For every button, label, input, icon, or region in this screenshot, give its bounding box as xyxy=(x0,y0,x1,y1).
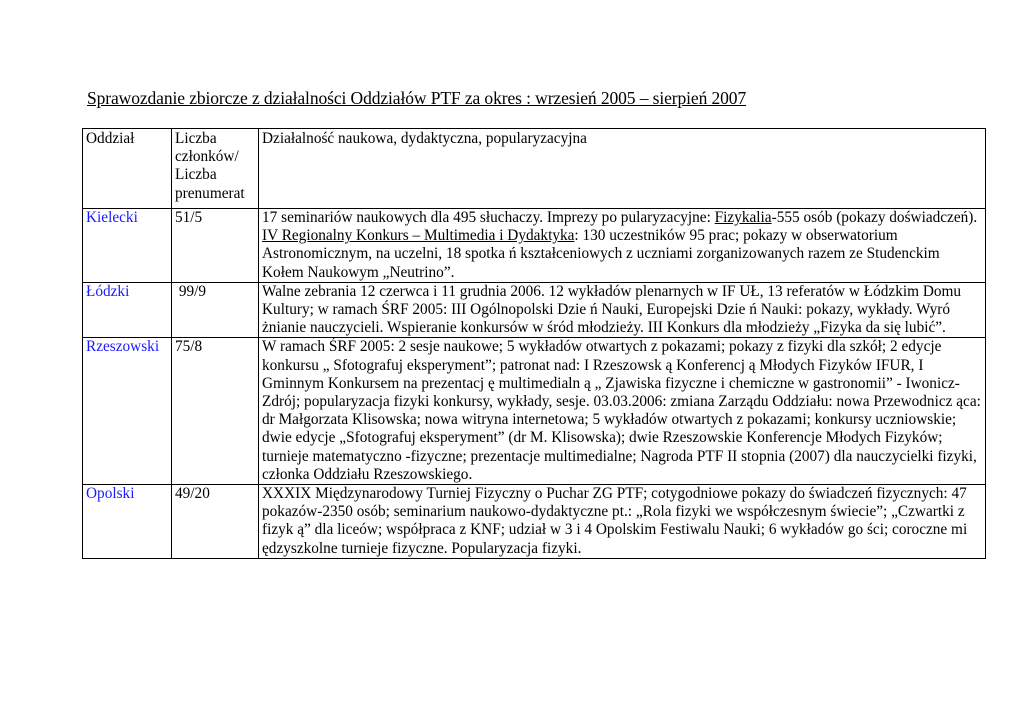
branch-name: Kielecki xyxy=(83,209,172,283)
activity-description: W ramach ŚRF 2005: 2 sesje naukowe; 5 wykładów otwartych z pokazami; pokazy z fizyki dla szkół; 2 edycje konkursu „ Sfotografuj eksperyment”; patronat nad: I Rzeszowsk ą Konferencj ą Młodych Fizyków IFUR, I Gminnym Konkursem na prezentacj ę multimedialn ą „ Zjawiska fizyczne i chemiczne w gastronomii” - Iwonicz-Zdrój; popularyzacja fizyki konkursy, wykłady, sesje. 03.03.2006: zmiana Zarządu Oddziału: nowa Przewodnicz ąca: dr Małgorzata Klisowska; nowa witryna internetowa; 5 wykładów otwartych z pokazami; konkursy uczniowskie; dwie edycje „Sfotografuj eksperyment” (dr M. Klisowska); dwie Rzeszowskie Konferencje Młodych Fizyków; turnieje matematyczno -fizyczne; prezentacje multimedialne; Nagroda PTF II stopnia (2007) dla nauczycielki fizyki, członka Oddziału Rzeszowskiego. xyxy=(259,338,986,485)
header-activity: Działalność naukowa, dydaktyczna, popularyzacyjna xyxy=(259,129,986,209)
members-count: 75/8 xyxy=(172,338,259,485)
members-count: 49/20 xyxy=(172,485,259,559)
activity-text: -555 osób (pokazy doświadczeń). xyxy=(771,209,978,226)
header-members xyxy=(172,129,259,209)
branch-name: Łódzki xyxy=(83,282,172,338)
table-row xyxy=(83,485,986,559)
branch-name: Rzeszowski xyxy=(83,338,172,485)
header-branch: Oddział xyxy=(83,129,172,209)
branch-activity-table xyxy=(82,128,986,559)
table-row xyxy=(83,338,986,485)
table-row xyxy=(83,282,986,338)
document-title: Sprawozdanie zbiorcze z działalności Oddziałów PTF za okres : wrzesień 2005 – sierpień 2007 xyxy=(87,88,747,108)
event-link-konkurs: IV Regionalny Konkurs – Multimedia i Dydaktyka xyxy=(262,227,575,245)
activity-description: XXXIX Międzynarodowy Turniej Fizyczny o Puchar ZG PTF; cotygodniowe pokazy do świadczeń fizycznych: 47 pokazów-2350 osób; seminarium naukowo-dydaktyczne pt.: „Rola fizyki we współczesnym świecie”; „Czwartki z fizyk ą” dla liceów; współpraca z KNF; udział w 3 i 4 Opolskim Festiwalu Nauki; 6 wykładów go ści; coroczne mi ędzyszkolne turnieje fizyczne. Popularyzacja fizyki. xyxy=(259,485,986,559)
activity-description xyxy=(259,209,986,283)
header-members-text: Liczba członków/ Liczba prenumerat xyxy=(175,130,245,202)
members-count: 99/9 xyxy=(172,282,259,338)
table-row xyxy=(83,209,986,283)
members-count: 51/5 xyxy=(172,209,259,283)
table-header-row xyxy=(83,129,986,209)
activity-text: 17 seminariów naukowych dla 495 słuchaczy. Imprezy po pularyzacyjne: xyxy=(262,209,715,226)
event-link-fizykalia: Fizykalia xyxy=(714,209,772,226)
activity-text: : 130 uczestników 95 prac; pokazy w obserwatorium Astronomicznym, na uczelni, 18 spotka ń kształceniowych z uczniami zorganizowanych razem ze Studenckim Kołem Naukowym „Neutrino”. xyxy=(262,227,940,281)
branch-name: Opolski xyxy=(83,485,172,559)
activity-description: Walne zebrania 12 czerwca i 11 grudnia 2006. 12 wykładów plenarnych w IF UŁ, 13 referatów w Łódzkim Domu Kultury; w ramach ŚRF 2005: III Ogólnopolski Dzie ń Nauki, Europejski Dzie ń Nauki: pokazy, wykłady. Wyró żnianie nauczycieli. Wspieranie konkursów w śród młodzieży. III Konkurs dla młodzieży „Fizyka da się lubić”. xyxy=(259,282,986,338)
